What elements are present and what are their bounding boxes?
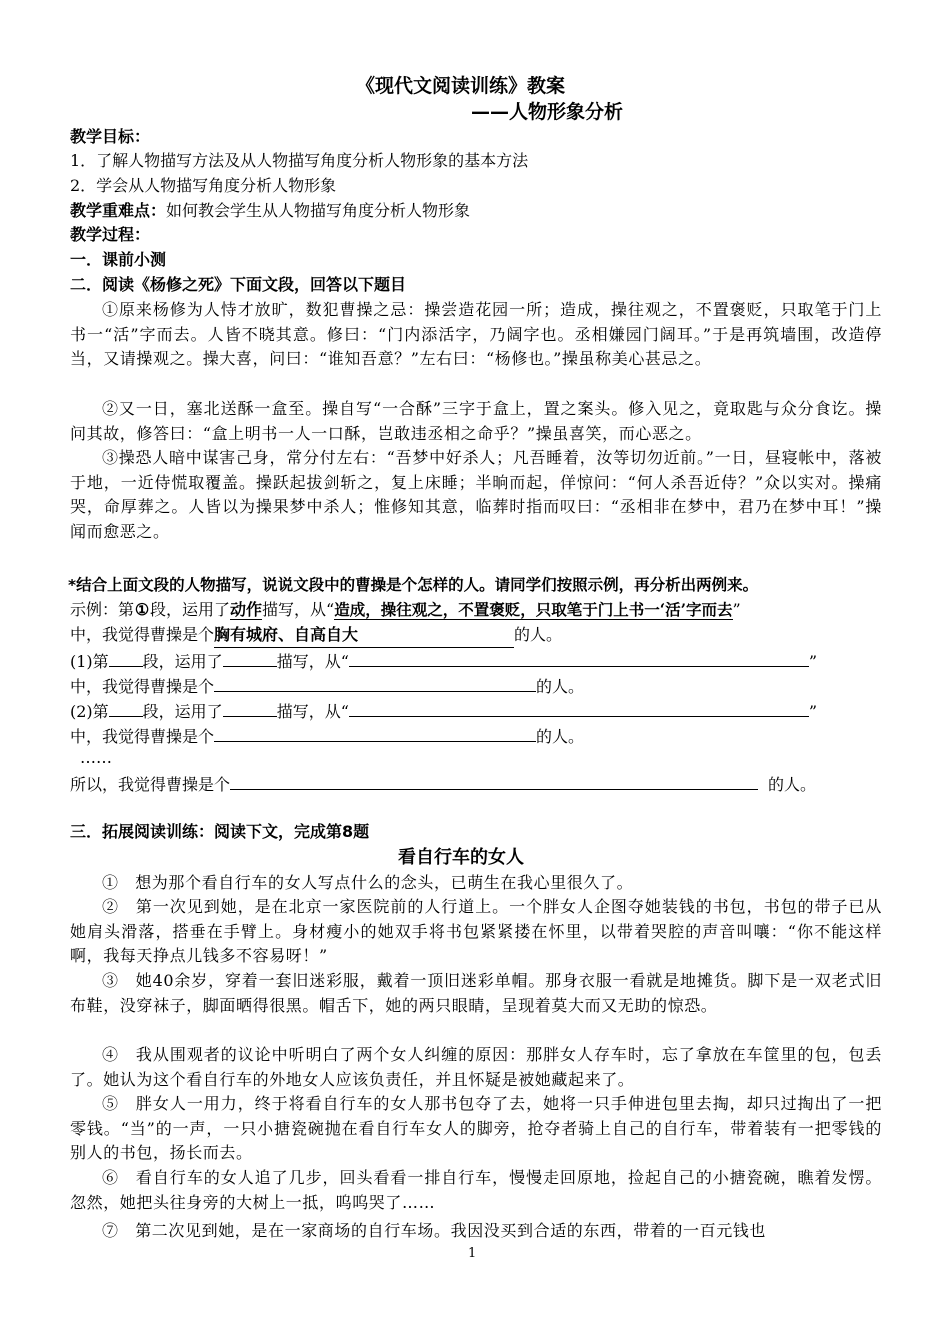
key-difficulty (70, 199, 470, 223)
quote-blank[interactable] (349, 698, 809, 717)
example-number: ① (134, 600, 150, 619)
blank-line (70, 648, 817, 674)
paragraph-number-blank[interactable] (109, 698, 143, 717)
example-prefix: 示例：第 (70, 600, 135, 619)
passage-paragraph: ②又一日，塞北送酥一盒至。操自写“一合酥”三字于盒上，置之案头。修入见之，竟取匙与众分食讫。操问其故，修答曰：“盒上明书一人一口酥，岂敢违丞相之命乎？”操虽喜笑，而心恶之。 (70, 399, 882, 443)
story-paragraph: ① 想为那个看自行车的女人写点什么的念头，已萌生在我心里很久了。 (102, 873, 634, 892)
blank-text: 的人。 (536, 727, 585, 746)
story-title: 看自行车的女人 (398, 847, 524, 868)
blank-line-2 (70, 673, 584, 699)
story-paragraph: ④ 我从围观者的议论中听明白了两个女人纠缠的原因：那胖女人存车时，忘了拿放在车筐里的包，包丢了。她认为这个看自行车的外地女人应该负责任，并且怀疑是被她藏起来了。 (70, 1045, 882, 1089)
paragraph-number-blank[interactable] (109, 648, 143, 667)
blank-text: 描写，从“ (276, 652, 349, 671)
example-line (70, 598, 741, 622)
answer-blank[interactable] (214, 673, 536, 692)
example-answer: 胸有城府、自高自大 (214, 623, 514, 648)
page-number: 1 (468, 1246, 477, 1261)
blank-text: 段，运用了 (142, 652, 223, 671)
blank-text: 的人。 (536, 677, 585, 696)
example-text: 中，我觉得曹操是个 (70, 625, 215, 644)
story-paragraph: ③ 她40余岁，穿着一套旧迷彩服，戴着一顶旧迷彩单帽。那身衣服一看就是地摊货。脚下是一双老式旧布鞋，没穿袜子，脚面晒得很黑。帽舌下，她的两只眼睛，呈现着莫大而又无助的惊恐。 (70, 971, 882, 1015)
passage-paragraph: ③操恐人暗中谋害己身，常分付左右：“吾梦中好杀人；凡吾睡着，汝等切勿近前。”一日，昼寝帐中，落被于地，一近侍慌取覆盖。操跃起拔剑斩之，复上床睡；半晌而起，佯惊问：“何人杀吾近侍？”众以实对。操痛哭，命厚葬之。人皆以为操果梦中杀人；惟修知其意，临葬时指而叹曰：“丞相非在梦中，君乃在梦中耳！”操闻而愈恶之。 (70, 448, 882, 541)
key-difficulty-label: 教学重难点： (70, 201, 167, 220)
ellipsis: …… (80, 748, 112, 767)
story-paragraph: ② 第一次见到她，是在北京一家医院前的人行道上。一个胖女人企图夺她装钱的书包，书包的带子已从她肩头滑落，搭垂在手臂上。身材瘦小的她双手将书包紧紧搂在怀里，以带着哭腔的声音叫嚷：“你不能这样啊，我每天挣点儿钱多不容易呀！” (70, 897, 882, 965)
answer-blank[interactable] (214, 723, 536, 742)
example-line-2 (70, 623, 562, 648)
example-text: ” (732, 600, 741, 619)
blank-text: (1)第 (70, 652, 109, 671)
blank-text: 中，我觉得曹操是个 (70, 677, 215, 696)
story-paragraph: ⑥ 看自行车的女人追了几步，回头看看一排自行车，慢慢走回原地，捡起自己的小搪瓷碗，瞧着发愣。忽然，她把头往身旁的大树上一抵，呜呜哭了…… (70, 1168, 882, 1212)
passage-paragraph: ①原来杨修为人恃才放旷，数犯曹操之忌：操尝造花园一所；造成，操往观之，不置褒贬，只取笔于门上书一“活”字而去。人皆不晓其意。修曰：“门内添活字，乃阔字也。丞相嫌园门阔耳。”于是再筑墙围，改造停当，又请操观之。操大喜，问曰：“谁知吾意？”左右曰：“杨修也。”操虽称美心甚忌之。 (70, 300, 882, 368)
conclusion-text: 的人。 (768, 775, 817, 794)
blank-text: 中，我觉得曹操是个 (70, 727, 215, 746)
conclusion-blank[interactable] (230, 771, 758, 790)
example-text: 描写，从“ (262, 600, 335, 619)
section-heading: 三．拓展阅读训练：阅读下文，完成第8题 (70, 822, 370, 841)
example-text: 段，运用了 (150, 600, 231, 619)
example-text: 的人。 (514, 625, 563, 644)
document-subtitle: ——人物形象分析 (471, 101, 624, 123)
objective-item: 1．了解人物描写方法及从人物描写角度分析人物形象的基本方法 (70, 151, 529, 170)
story-paragraph: ⑦ 第二次见到她，是在一家商场的自行车场。我因没买到合适的东西，带着的一百元钱也 (102, 1221, 767, 1240)
blank-text: ” (808, 652, 818, 671)
blank-text: 段，运用了 (142, 702, 223, 721)
example-method: 动作 (230, 600, 263, 619)
method-blank[interactable] (223, 698, 277, 717)
key-difficulty-text: 如何教会学生从人物描写角度分析人物形象 (166, 201, 471, 220)
objective-item: 2．学会从人物描写角度分析人物形象 (70, 176, 337, 195)
section-heading: 一．课前小测 (70, 250, 167, 269)
example-quote: 造成，操往观之，不置褒贬，只取笔于门上书一‘活’字而去 (334, 600, 733, 619)
blank-line (70, 698, 817, 724)
blank-text: ” (808, 702, 818, 721)
quote-blank[interactable] (349, 648, 809, 667)
story-paragraph: ⑤ 胖女人一用力，终于将看自行车的女人那书包夺了去，她将一只手伸进包里去掏，却只过掏出了一把零钱。“当”的一声，一只小搪瓷碗抛在看自行车女人的脚旁，抢夺者骑上自己的自行车，带着装有一把零钱的别人的书包，扬长而去。 (70, 1094, 882, 1162)
blank-line-2 (70, 723, 584, 749)
task-prompt: *结合上面文段的人物描写，说说文段中的曹操是个怎样的人。请同学们按照示例，再分析出两例来。 (68, 576, 759, 594)
blank-text: 描写，从“ (276, 702, 349, 721)
objectives-label: 教学目标： (70, 127, 151, 146)
process-label: 教学过程： (70, 225, 151, 244)
document-title: 《现代文阅读训练》教案 (356, 75, 566, 97)
conclusion-text: 所以，我觉得曹操是个 (70, 775, 231, 794)
conclusion-line (70, 771, 816, 797)
method-blank[interactable] (223, 648, 277, 667)
blank-text: (2)第 (70, 702, 109, 721)
section-heading: 二．阅读《杨修之死》下面文段，回答以下题目 (70, 275, 407, 294)
